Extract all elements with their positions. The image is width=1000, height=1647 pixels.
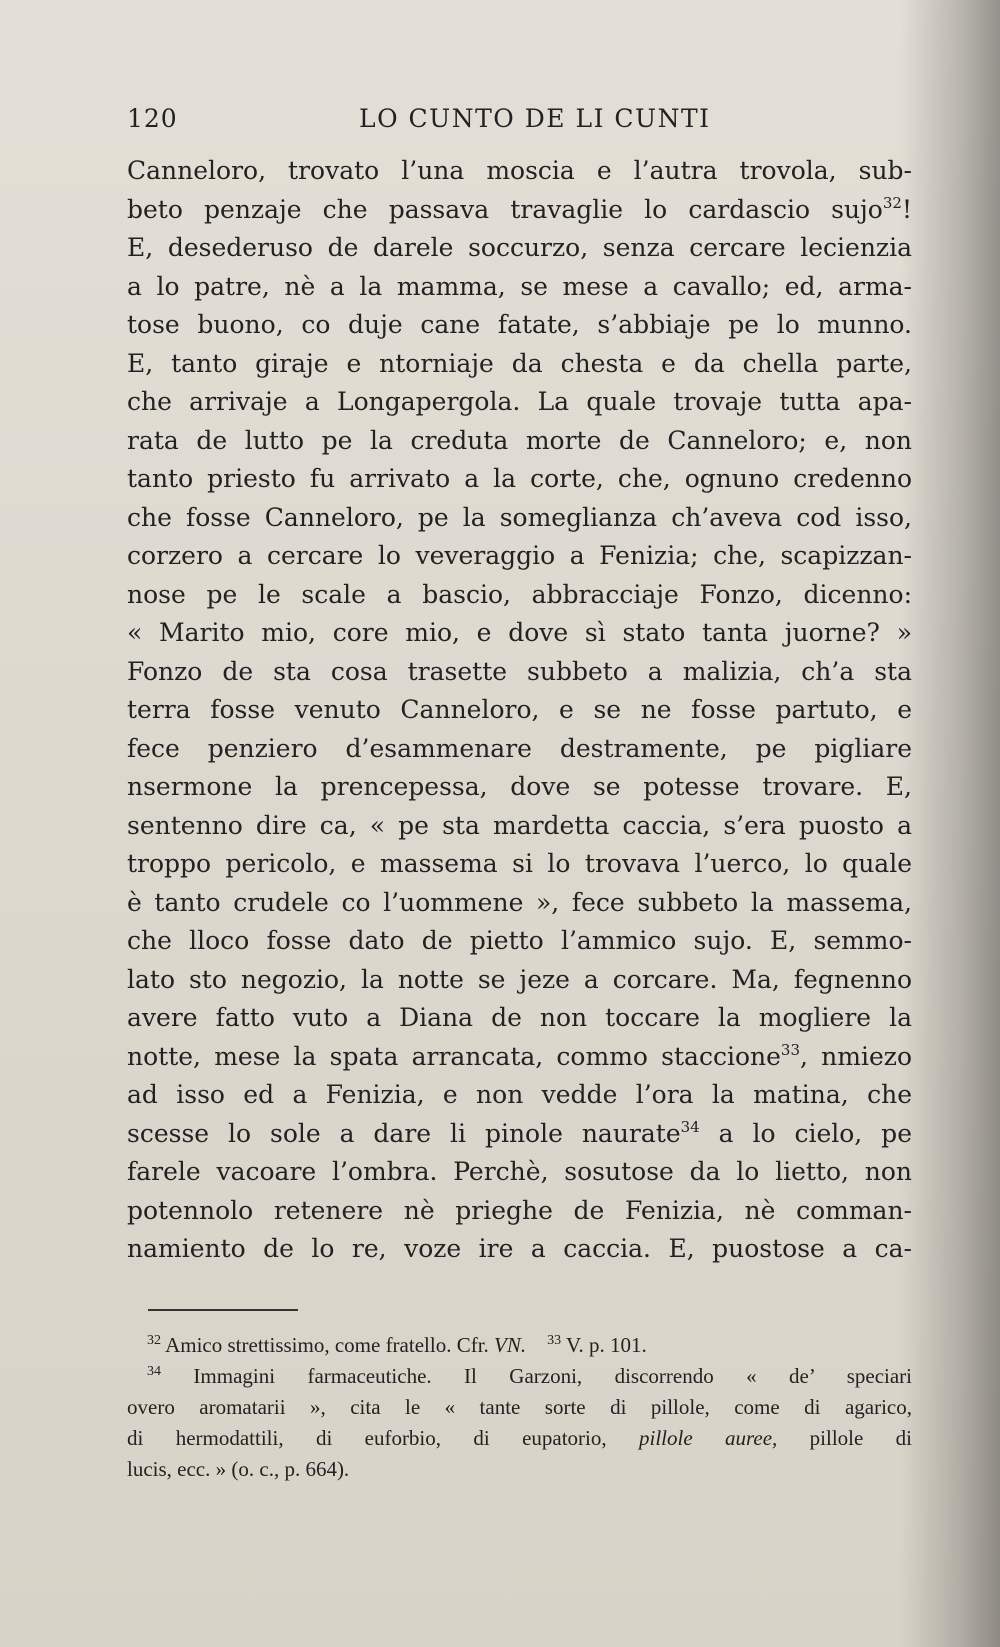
text-line: corzero a cercare lo veveraggio a Fenizia; che, scapizzan- — [127, 541, 912, 570]
text-line: avere fatto vuto a Diana de non toccare la mogliere la — [127, 1003, 912, 1032]
footnote-ref: 32 — [882, 193, 902, 212]
text-line: che arrivaje a Longapergola. La quale trovaje tutta apa- — [127, 387, 912, 416]
text-line: rata de lutto pe la creduta morte de Canneloro; e, non — [127, 425, 912, 455]
text-line: che fosse Canneloro, pe la someglianza ch’aveva cod isso, — [127, 502, 912, 532]
footnote-divider — [148, 1309, 298, 1311]
footnote-34-cont: lucis, ecc. » (o. c., p. 664). — [127, 1457, 350, 1481]
text-line: a lo patre, nè a la mamma, se mese a cavallo; ed, arma- — [127, 271, 912, 301]
page-number: 120 — [127, 104, 178, 133]
text-line: Canneloro, trovato l’una moscia e l’autra trovola, sub- — [127, 156, 912, 185]
text-line: E, tanto giraje e ntorniaje da chesta e da chella parte, — [127, 348, 912, 378]
text-line: lato sto negozio, la notte se jeze a corcare. Ma, fegnenno — [127, 964, 912, 994]
text-line: tanto priesto fu arrivato a la corte, che, ognuno credenno — [127, 464, 912, 493]
footnote-ref: 34 — [680, 1117, 700, 1136]
text-line: tose buono, co duje cane fatate, s’abbiaje pe lo munno. — [127, 310, 912, 339]
text-line: notte, mese la spata arrancata, commo staccione$^{33}$, nmiezo — [127, 1040, 912, 1071]
text-line: nsermone la prencepessa, dove se potesse trovare. E, — [127, 772, 912, 801]
text-line: potennolo retenere nè prieghe de Fenizia, nè comman- — [127, 1195, 912, 1225]
text-line: beto penzaje che passava travaglie lo cardascio sujo$^{32}$! — [127, 193, 912, 224]
text-line: terra fosse venuto Canneloro, e se ne fosse partuto, e — [127, 695, 912, 724]
footnote-mark: 32 — [147, 1333, 161, 1348]
text-line: fece penziero d’esammenare destramente, pe pigliare — [127, 733, 912, 763]
footnote-mark: 33 — [547, 1333, 562, 1348]
footnote-32-33: $^{32}$ Amico strettissimo, come fratello. Cfr. VN. $^{33}$ V. p. 101. — [147, 1333, 647, 1357]
footnote-34: $^{34}$ Immagini farmaceutiche. Il Garzoni, discorrendo « de’ speciari — [147, 1364, 913, 1388]
text-line: Fonzo de sta cosa trasette subbeto a malizia, ch’a sta — [127, 656, 912, 686]
text-line: namiento de lo re, voze ire a caccia. E, puostose a ca- — [127, 1234, 912, 1263]
text-line: sentenno dire ca, « pe sta mardetta caccia, s’era puosto a — [127, 810, 912, 840]
footnote-34-cont: di hermodattili, di euforbio, di eupatorio, pillole auree, pillole di — [127, 1426, 913, 1450]
text-line: è tanto crudele co l’uommene », fece subbeto la massema, — [127, 887, 912, 917]
body-text — [127, 152, 912, 1269]
footnotes — [127, 1330, 912, 1485]
text-line: che lloco fosse dato de pietto l’ammico sujo. E, semmo- — [127, 926, 912, 955]
footnote-34-cont: overo aromatarii », cita le « tante sorte di pillole, come di agarico, — [127, 1395, 912, 1419]
text-line: farele vacoare l’ombra. Perchè, sosutose da lo lietto, non — [127, 1157, 912, 1186]
text-line: scesse lo sole a dare li pinole naurate$^{34}$ a lo cielo, pe — [127, 1117, 912, 1148]
text-line: ad isso ed a Fenizia, e non vedde l’ora la matina, che — [127, 1080, 912, 1109]
page-header — [127, 104, 907, 144]
text-line: nose pe le scale a bascio, abbracciaje Fonzo, dicenno: — [127, 579, 912, 609]
text-line: troppo pericolo, e massema si lo trovava l’uerco, lo quale — [127, 849, 912, 878]
text-line: E, desederuso de darele soccurzo, senza cercare lecienzia — [127, 233, 912, 262]
running-title: LO CUNTO DE LI CUNTI — [359, 104, 711, 133]
footnote-ref: 33 — [780, 1040, 800, 1059]
footnote-mark: 34 — [147, 1364, 161, 1379]
text-line: « Marito mio, core mio, e dove sì stato tanta juorne? » — [127, 618, 912, 647]
